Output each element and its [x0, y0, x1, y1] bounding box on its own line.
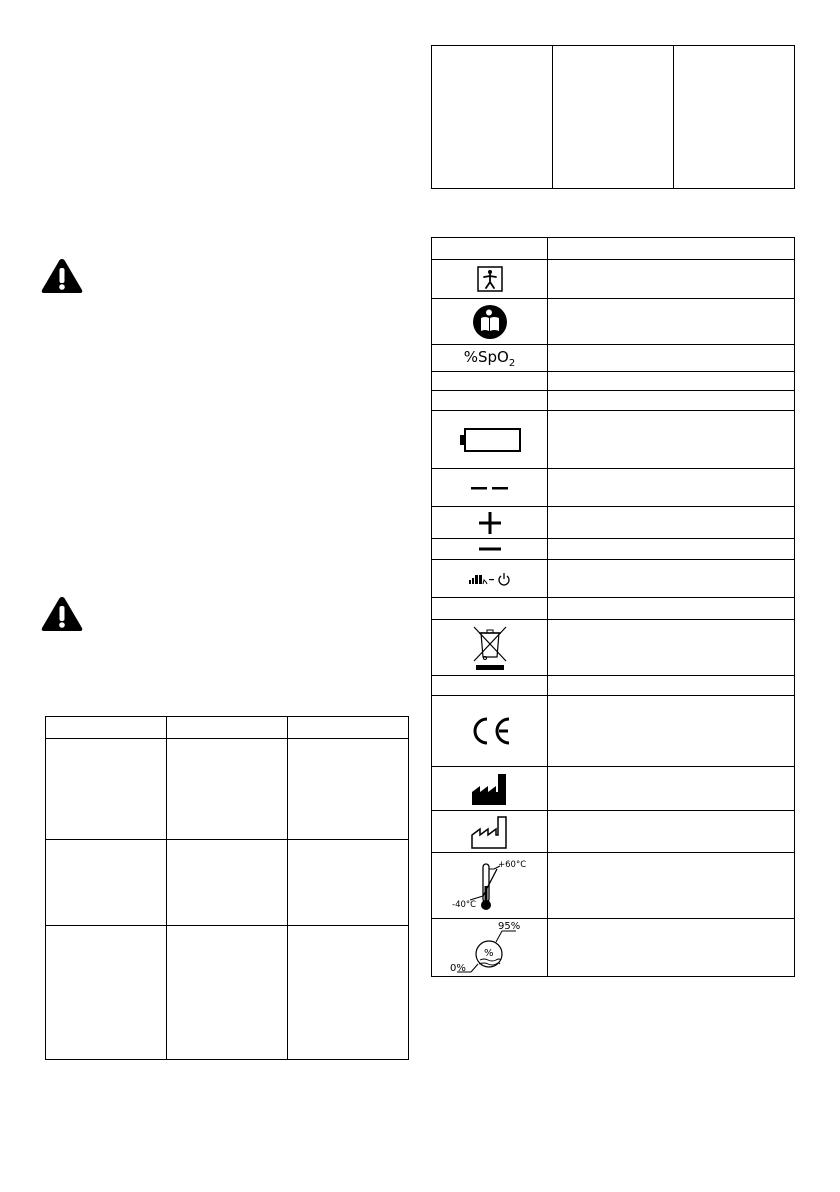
temp-low-label: -40°C	[451, 899, 476, 910]
svg-text:%: %	[483, 947, 494, 959]
table-row	[46, 717, 409, 739]
table-row	[432, 676, 795, 696]
table-row	[432, 46, 795, 189]
manufacturer-icon	[470, 772, 510, 806]
spec-table	[45, 716, 409, 1060]
warning-icon	[40, 256, 84, 296]
temp-high-label: +60°C	[497, 859, 526, 870]
temperature-limit-icon	[450, 856, 530, 916]
table-row	[432, 853, 795, 919]
signal-power-icon	[468, 572, 512, 586]
table-row	[432, 238, 795, 260]
table-row	[432, 767, 795, 811]
table-row	[46, 840, 409, 926]
table-row	[432, 811, 795, 853]
plus-icon	[478, 511, 502, 535]
table-row	[432, 560, 795, 598]
weee-bin-icon	[471, 625, 509, 671]
table-row	[432, 391, 795, 411]
table-row	[46, 739, 409, 840]
table-row	[432, 260, 795, 299]
top-table	[431, 45, 795, 189]
spo2-label: %SpO$_2$	[463, 348, 516, 369]
table-row	[432, 411, 795, 469]
table-row	[432, 345, 795, 372]
table-row	[432, 299, 795, 345]
table-row	[432, 598, 795, 620]
table-row	[432, 696, 795, 767]
ce-mark-icon	[468, 716, 512, 746]
table-row	[46, 926, 409, 1060]
humidity-low-label: 0%	[449, 962, 466, 974]
table-row	[432, 469, 795, 507]
type-bf-applied-part-icon	[477, 266, 503, 292]
symbols-table	[431, 237, 795, 977]
table-row	[432, 620, 795, 676]
dc-icon	[470, 483, 510, 493]
table-row	[432, 919, 795, 977]
date-of-manufacture-icon	[470, 815, 510, 849]
table-row	[432, 539, 795, 560]
humidity-high-label: 95%	[497, 920, 520, 932]
minus-icon	[478, 545, 502, 553]
humidity-limit-icon	[442, 920, 538, 976]
table-row	[432, 372, 795, 391]
low-battery-icon	[459, 427, 521, 453]
warning-icon	[40, 594, 84, 634]
table-row	[432, 507, 795, 539]
read-manual-icon	[472, 304, 508, 340]
